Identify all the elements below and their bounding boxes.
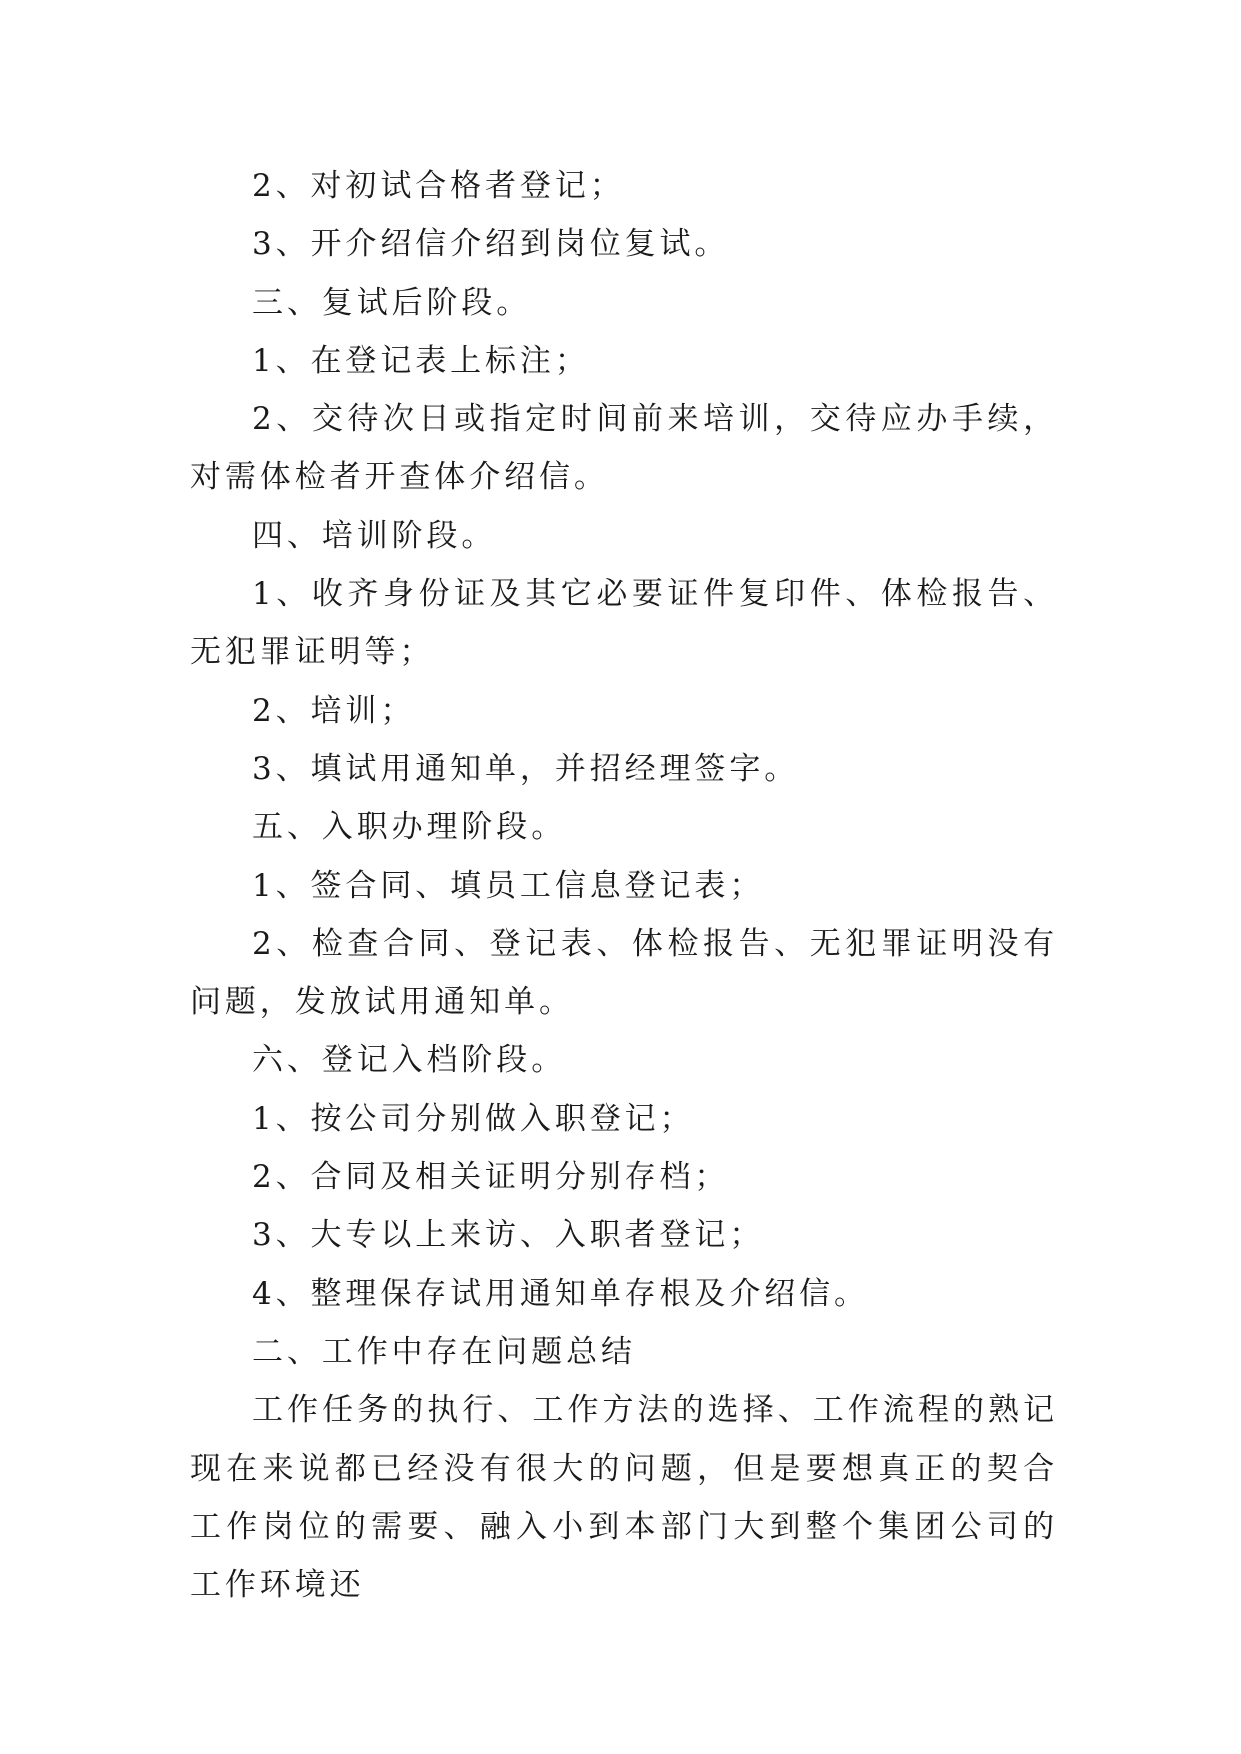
paragraph: 2、对初试合格者登记； (252, 168, 625, 204)
section-heading: 四、培训阶段。 (252, 517, 497, 554)
paragraph: 3、开介绍信介绍到岗位复试。 (252, 226, 730, 263)
paragraph: 3、大专以上来访、入职者登记； (252, 1217, 765, 1254)
paragraph: 1、按公司分别做入职登记； (252, 1100, 695, 1137)
section-heading: 五、入职办理阶段。 (252, 809, 567, 846)
section-heading: 二、工作中存在问题总结 (252, 1333, 636, 1370)
section-heading: 六、登记入档阶段。 (252, 1042, 567, 1079)
paragraph: 2、培训； (252, 692, 416, 729)
section-heading: 三、复试后阶段。 (252, 284, 532, 321)
paragraph: 3、填试用通知单，并招经理签字。 (252, 750, 800, 787)
paragraph: 1、在登记表上标注； (252, 342, 590, 379)
paragraph: 1、签合同、填员工信息登记表； (252, 867, 765, 904)
paragraph: 2、检查合同、登记表、体检报告、无犯罪证明没有问题，发放试用通知单。 (190, 925, 1058, 1021)
document-body (190, 157, 1058, 1614)
paragraph: 1、收齐身份证及其它必要证件复印件、体检报告、无犯罪证明等； (190, 576, 1058, 671)
paragraph: 4、整理保存试用通知单存根及介绍信。 (252, 1275, 869, 1312)
paragraph: 2、交待次日或指定时间前来培训，交待应办手续，对需体检者开查体介绍信。 (190, 401, 1058, 496)
paragraph: 工作任务的执行、工作方法的选择、工作流程的熟记现在来说都已经没有很大的问题，但是要想真正的契合工作岗位的需要、融入小到本部门大到整个集团公司的工作环境还 (190, 1392, 1058, 1604)
paragraph: 2、合同及相关证明分别存档； (252, 1159, 730, 1196)
